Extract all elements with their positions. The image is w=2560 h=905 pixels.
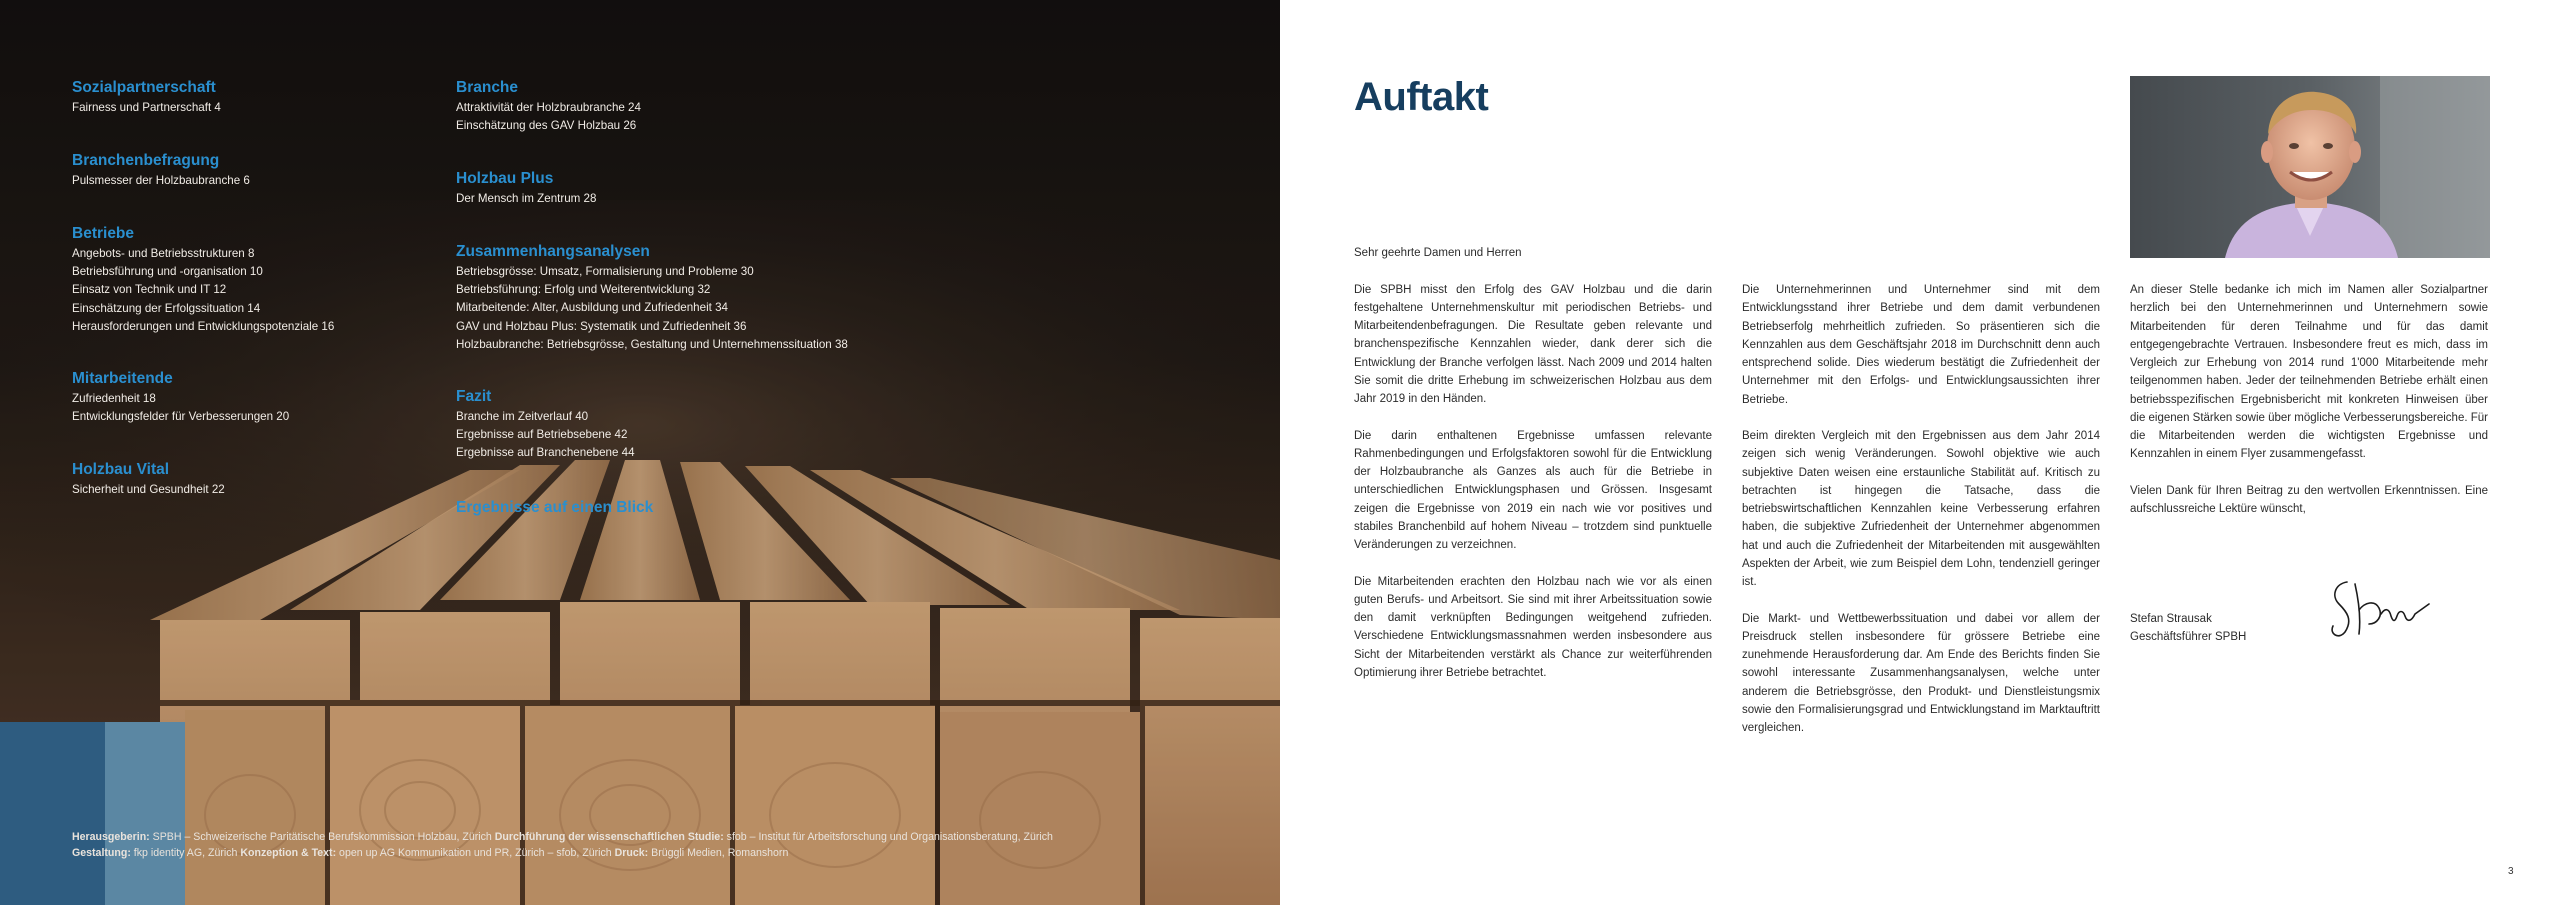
credit-label: Durchführung der wissenschaftlichen Studie:	[494, 831, 724, 843]
toc-item[interactable]: Zufriedenheit 18	[72, 392, 156, 405]
imprint-credits	[72, 830, 1222, 861]
toc-item[interactable]: Betriebsführung und -organisation 10	[72, 265, 263, 279]
paragraph: Beim direkten Vergleich mit den Ergebnissen aus dem Jahr 2014 zeigen sich wenig Veränderungen. Sowohl objektive wie auch subjektive Daten weisen eine erstaunliche Stabilität auf. Kritisch zu betrachten ist hingegen die Tatsache, dass die betriebswirtschaftlichen Kennzahlen keine Verbesserung erfahren haben, die subjektive Zufriedenheit der Unternehmer abgenommen hat und auch die Zufriedenheit der Mitarbeitenden mit ausgewählten Aspekten der Arbeit, wie zum Beispiel dem Lohn, tendenziell geringer ist.	[1742, 430, 2100, 588]
toc-item[interactable]: Pulsmesser der Holzbaubranche 6	[72, 174, 250, 187]
accent-block-light	[105, 722, 185, 905]
toc-heading[interactable]: Ergebnisse auf einen Blick	[456, 499, 654, 516]
text-column-2	[1742, 281, 2100, 756]
toc-section-holzbau-vital[interactable]	[72, 460, 225, 499]
toc-item[interactable]: Herausforderungen und Entwicklungspotenziale 16	[72, 319, 335, 333]
handwritten-signature	[2325, 574, 2435, 644]
toc-heading[interactable]: Holzbau Vital	[72, 461, 170, 478]
credit-value: Brüggli Medien, Romanshorn	[648, 846, 789, 859]
toc-heading[interactable]: Zusammenhangsanalysen	[456, 243, 650, 260]
toc-item[interactable]: Sicherheit und Gesundheit 22	[72, 483, 225, 496]
toc-item[interactable]: Einsatz von Technik und IT 12	[72, 283, 227, 297]
page-title: Auftakt	[1354, 75, 1489, 119]
credit-label: Gestaltung:	[72, 846, 131, 859]
toc-item[interactable]: Entwicklungsfelder für Verbesserungen 20	[72, 410, 290, 424]
toc-section-mitarbeitende[interactable]	[72, 369, 289, 426]
toc-section-branchenbefragung[interactable]	[72, 151, 250, 190]
toc-section-betriebe[interactable]	[72, 224, 334, 336]
accent-block-dark	[0, 722, 105, 905]
paragraph: Vielen Dank für Ihren Beitrag zu den wertvollen Erkenntnissen. Eine aufschlussreiche Lektüre wünscht,	[2130, 484, 2488, 515]
toc-item[interactable]: GAV und Holzbau Plus: Systematik und Zufriedenheit 36	[456, 319, 747, 333]
text-column-3	[2130, 281, 2488, 537]
toc-item[interactable]: Der Mensch im Zentrum 28	[456, 192, 597, 205]
toc-item[interactable]: Holzbaubranche: Betriebsgrösse, Gestaltung und Unternehmenssituation 38	[456, 337, 848, 351]
paragraph: Die darin enthaltenen Ergebnisse umfassen relevante Rahmenbedingungen und Erfolgsfaktoren sowohl für die Entwicklung der Holzbaubranche als Ganzes als auch für die Betriebe in unterschiedlichen Entwicklungsphasen und Grössen. Insgesamt zeigen die Ergebnisse von 2019 ein nach wie vor positives und stabiles Branchenbild auf hohem Niveau – trotzdem sind punktuelle Veränderungen zu verzeichnen.	[1354, 429, 1712, 551]
right-page	[1280, 0, 2560, 905]
paragraph: Die Mitarbeitenden erachten den Holzbau nach wie vor als einen guten Berufs- und Arbeitsort. Sie sind mit ihrer Arbeitssituation sowie den damit verknüpften Bedingungen weitgehend zufrieden. Verschiedene Entwicklungsmassnahmen werden insbesondere aus Sicht der Mitarbeitenden verstärkt als Chance zur weiterführenden Optimierung ihrer Betriebe betrachtet.	[1354, 575, 1712, 679]
text-column-1	[1354, 244, 1712, 700]
toc-heading[interactable]: Sozialpartnerschaft	[72, 79, 216, 96]
credit-value: fkp identity AG, Zürich	[130, 846, 241, 859]
salutation: Sehr geehrte Damen und Herren	[1354, 247, 1522, 259]
toc-heading[interactable]: Branche	[456, 79, 519, 96]
toc-item[interactable]: Einschätzung des GAV Holzbau 26	[456, 119, 637, 133]
toc-section-branche[interactable]	[456, 78, 641, 135]
credit-label: Herausgeberin:	[72, 831, 150, 843]
toc-section-holzbau-plus[interactable]	[456, 169, 596, 208]
toc-item[interactable]: Branche im Zeitverlauf 40	[456, 410, 589, 423]
toc-heading[interactable]: Fazit	[456, 388, 492, 405]
toc-section-sozialpartnerschaft[interactable]	[72, 78, 221, 117]
toc-item[interactable]: Fairness und Partnerschaft 4	[72, 101, 221, 114]
toc-section-zusammenhangsanalysen[interactable]	[456, 242, 848, 354]
toc-item[interactable]: Betriebsgrösse: Umsatz, Formalisierung und Probleme 30	[456, 265, 754, 278]
toc-section-ergebnisse[interactable]	[456, 498, 653, 519]
toc-heading[interactable]: Mitarbeitende	[72, 370, 173, 387]
paragraph: Die Markt- und Wettbewerbssituation und dabei vor allem der Preisdruck stellen insbesondere für grössere Betriebe eine zunehmende Herausforderung dar. Am Ende des Berichts finden Sie sowohl interessante Zusammenhangsanalysen, welche unter anderem die Betriebsgrösse, den Produkt- und Dienstleistungsmix sowie den Formalisierungsgrad und Entwicklungstand im Marktauftritt vergleichen.	[1742, 612, 2100, 734]
portrait-photo	[2130, 76, 2490, 258]
toc-item[interactable]: Mitarbeitende: Alter, Ausbildung und Zufriedenheit 34	[456, 301, 728, 315]
toc-heading[interactable]: Branchenbefragung	[72, 152, 220, 169]
toc-heading[interactable]: Betriebe	[72, 225, 135, 242]
toc-item[interactable]: Attraktivität der Holzbraubranche 24	[456, 101, 641, 114]
credit-value: open up AG Kommunikation und PR, Zürich – sfob, Zürich	[336, 846, 615, 859]
paragraph: Die Unternehmerinnen und Unternehmer sind mit dem Entwicklungsstand ihrer Betriebe und dem damit verbundenen Betriebserfolg mehrheitlich zufrieden. So präsentieren sich die Kennzahlen aus dem Geschäftsjahr 2018 im Durchschnitt denn auch entsprechend solide. Dies wiederum bestätigt die Zufriedenheit der Unternehmer mit den Erfolgs- und Entwicklungsaussichten ihrer Betriebe.	[1742, 284, 2100, 406]
toc-item[interactable]: Ergebnisse auf Betriebsebene 42	[456, 428, 628, 442]
signer-role: Geschäftsführer SPBH	[2130, 631, 2247, 643]
toc-section-fazit[interactable]	[456, 387, 635, 463]
paragraph: An dieser Stelle bedanke ich mich im Namen aller Sozialpartner herzlich bei den Unternehmerinnen und Unternehmern sowie Mitarbeitenden für deren Teilnahme und für das damit entgegengebrachte Vertrauen. Insbesondere freut es mich, dass im Vergleich zur Erhebung von 2014 rund 1'000 Mitarbeitende mehr teilgenommen haben. Jeder der teilnehmenden Betriebe erhält einen betriebsspezifischen Ergebnisbericht mit konkreten Hinweisen über die eigenen Stärken sowie über mögliche Verbesserungsbereiche. Für die Mitarbeitenden werden die wichtigsten Ergebnisse und Kennzahlen in einem Flyer zusammengefasst.	[2130, 284, 2488, 461]
toc-heading[interactable]: Holzbau Plus	[456, 170, 554, 187]
paragraph: Die SPBH misst den Erfolg des GAV Holzbau und die darin festgehaltene Unternehmenskultur mit periodischen Betriebs- und Mitarbeitendenbefragungen. Die Resultate geben relevante und branchenspezifische Kennzahlen wieder, dank derer sich die Entwicklung der Branche verfolgen lässt. Nach 2009 und 2014 halten Sie somit die dritte Erhebung im schweizerischen Holzbau aus dem Jahr 2019 in den Händen.	[1354, 283, 1712, 405]
toc-item[interactable]: Angebots- und Betriebsstrukturen 8	[72, 247, 255, 260]
toc-item[interactable]: Einschätzung der Erfolgssituation 14	[72, 301, 261, 315]
signer-name: Stefan Strausak	[2130, 613, 2212, 625]
credit-value: sfob – Institut für Arbeitsforschung und Organisationsberatung, Zürich	[723, 831, 1053, 843]
page-number: 3	[2508, 866, 2514, 877]
credit-value: SPBH – Schweizerische Paritätische Berufskommission Holzbau, Zürich	[149, 831, 495, 843]
toc-item[interactable]: Betriebsführung: Erfolg und Weiterentwicklung 32	[456, 283, 711, 297]
credit-label: Druck:	[614, 846, 649, 859]
toc-item[interactable]: Ergebnisse auf Branchenebene 44	[456, 446, 635, 460]
credit-label: Konzeption & Text:	[240, 846, 337, 859]
